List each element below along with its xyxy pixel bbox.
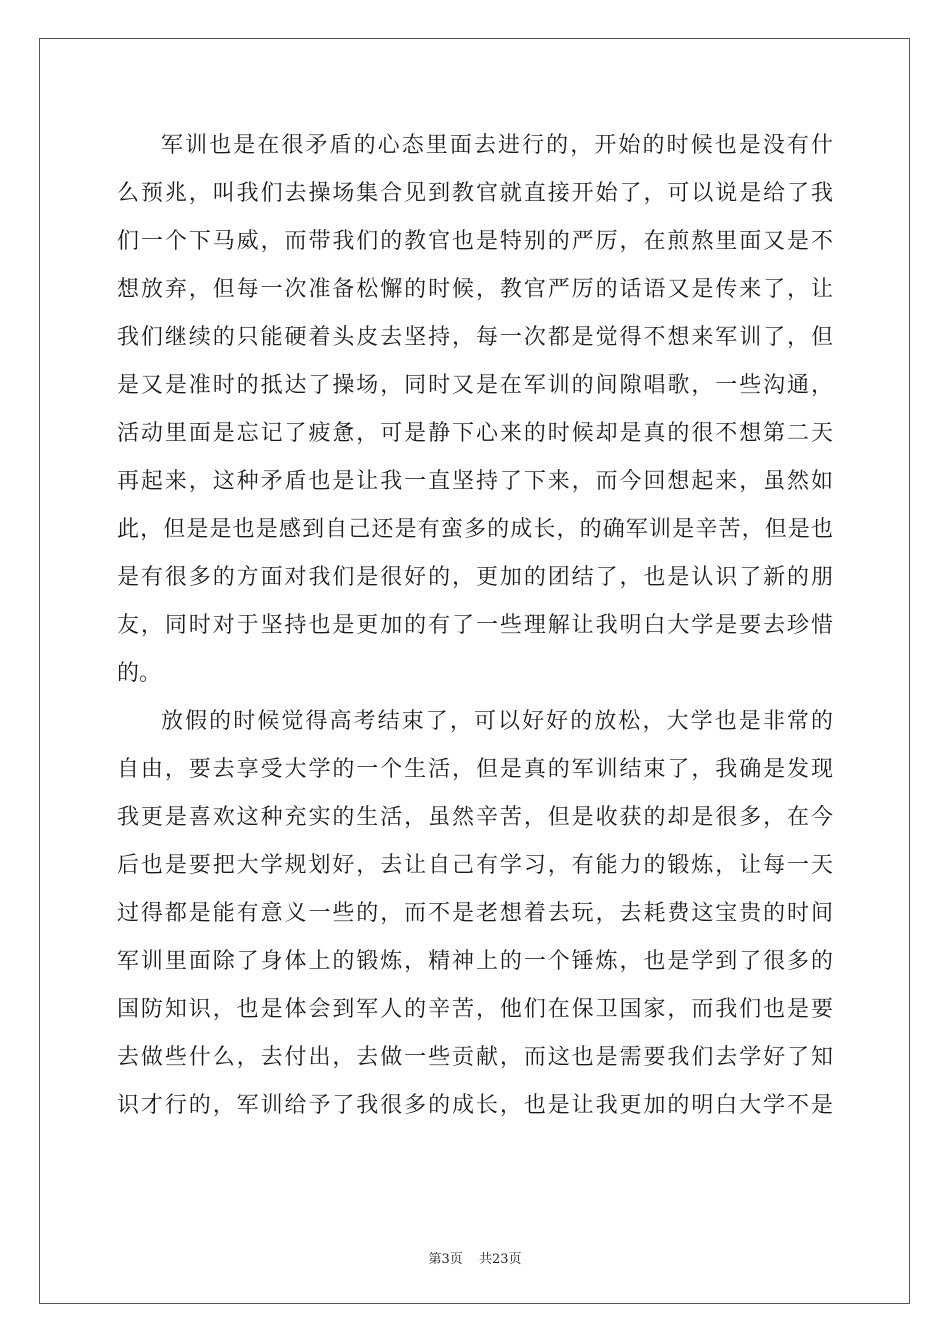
text-line: 是又是准时的抵达了操场，同时又是在军训的间隙唱歌，一些沟通， [117,373,833,398]
paragraph-1 [117,122,833,698]
text-line: 军训也是在很矛盾的心态里面去进行的，开始的时候也是没有什 [161,133,833,158]
text-line: 的。 [117,661,162,686]
text-line: 此，但是是也是感到自己还是有蛮多的成长，的确军训是辛苦，但是也 [117,517,833,542]
paragraph-2 [117,698,833,1130]
text-line: 们一个下马威，而带我们的教官也是特别的严厉，在煎熬里面又是不 [117,229,833,254]
text-line: 过得都是能有意义一些的，而不是老想着去玩，去耗费这宝贵的时间 [117,901,833,926]
text-line: 友，同时对于坚持也是更加的有了一些理解让我明白大学是要去珍惜 [117,613,833,638]
page-footer [0,1248,950,1267]
page-number: 第3页 [428,1252,463,1267]
text-line: 自由，要去享受大学的一个生活，但是真的军训结束了，我确是发现 [117,757,833,782]
text-line: 国防知识，也是体会到军人的辛苦，他们在保卫国家，而我们也是要 [117,997,833,1022]
text-line: 是有很多的方面对我们是很好的，更加的团结了，也是认识了新的朋 [117,565,833,590]
text-line: 想放弃，但每一次准备松懈的时候，教官严厉的话语又是传来了，让 [117,277,833,302]
text-line: 去做些什么，去付出，去做一些贡献，而这也是需要我们去学好了知 [117,1045,833,1070]
page-total: 共23页 [478,1252,522,1267]
text-line: 活动里面是忘记了疲惫，可是静下心来的时候却是真的很不想第二天 [117,421,833,446]
text-line: 后也是要把大学规划好，去让自己有学习，有能力的锻炼，让每一天 [117,853,833,878]
text-line: 放假的时候觉得高考结束了，可以好好的放松，大学也是非常的 [161,709,833,734]
text-line: 么预兆，叫我们去操场集合见到教官就直接开始了，可以说是给了我 [117,181,833,206]
text-line: 我更是喜欢这种充实的生活，虽然辛苦，但是收获的却是很多，在今 [117,805,833,830]
document-body [117,122,833,1130]
text-line: 再起来，这种矛盾也是让我一直坚持了下来，而今回想起来，虽然如 [117,469,833,494]
text-line: 我们继续的只能硬着头皮去坚持，每一次都是觉得不想来军训了，但 [117,325,833,350]
text-line: 军训里面除了身体上的锻炼，精神上的一个锤炼，也是学到了很多的 [117,949,833,974]
text-line: 识才行的，军训给予了我很多的成长，也是让我更加的明白大学不是 [117,1093,833,1118]
